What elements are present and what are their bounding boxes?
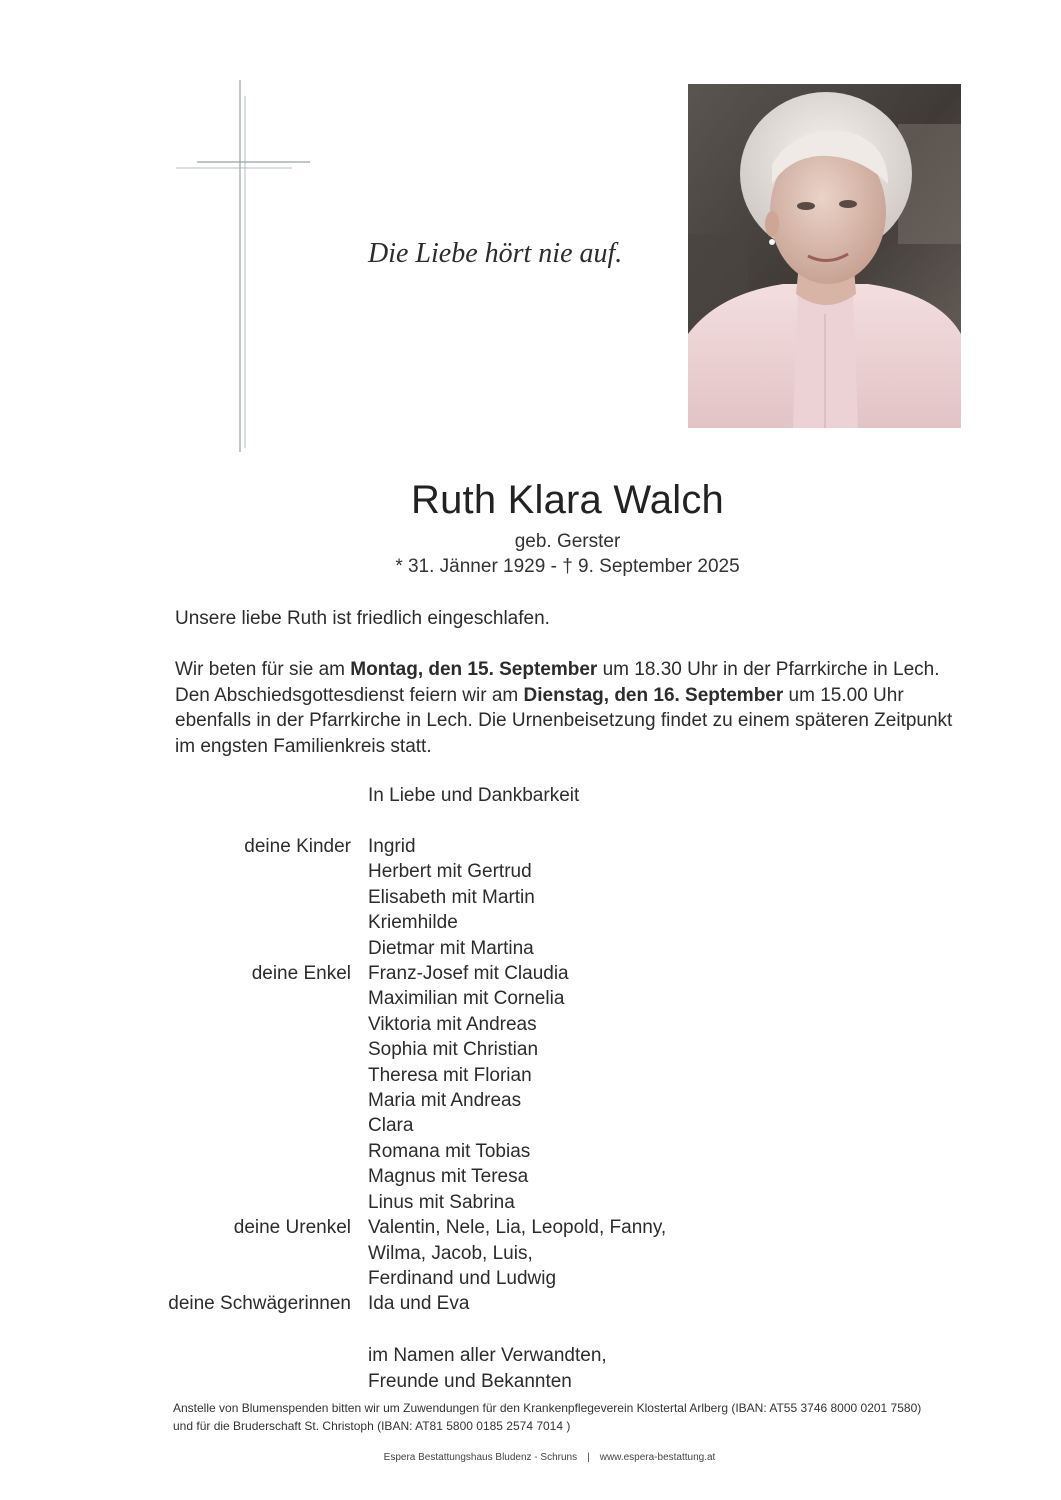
mourner-group-grandchildren <box>0 961 1061 1215</box>
motto: Die Liebe hört nie auf. <box>368 238 623 269</box>
signoff-line: im Namen aller Verwandten, <box>368 1345 607 1366</box>
mourner-group-sisters-in-law <box>0 1291 1061 1316</box>
mourner-name: Ferdinand und Ludwig <box>368 1267 557 1289</box>
donation-line: Anstelle von Blumenspenden bitten wir um Zuwendungen für den Krankenpflegeverein Klostertal Arlberg (IBAN: AT55 3746 8000 0201 7580) <box>173 1401 922 1415</box>
mourner-group-great-grandchildren <box>0 1215 1061 1291</box>
maiden-name: geb. Gerster <box>514 531 621 552</box>
service-text <box>175 657 975 759</box>
mourner-names <box>368 1215 666 1291</box>
mourner-group-label: deine Enkel <box>251 963 351 985</box>
mourner-name: Magnus mit Teresa <box>368 1166 529 1188</box>
cross-icon <box>170 78 320 454</box>
mourner-names <box>368 961 569 1215</box>
intro-text: Unsere liebe Ruth ist friedlich eingeschlafen. <box>175 608 550 629</box>
footer-separator: | <box>587 1452 590 1463</box>
mourner-name: Herbert mit Gertrud <box>368 861 532 883</box>
signoff <box>368 1343 607 1394</box>
mourner-group-children <box>0 834 1061 961</box>
closing-phrase: In Liebe und Dankbarkeit <box>368 785 580 806</box>
mourner-names <box>368 1291 469 1316</box>
mourner-names <box>368 834 535 961</box>
donation-note <box>173 1400 973 1435</box>
footer-company: Espera Bestattungshaus Bludenz - Schruns <box>383 1452 578 1463</box>
mourner-name: Sophia mit Christian <box>368 1039 539 1061</box>
footer <box>0 1452 1061 1463</box>
mourner-name: Romana mit Tobias <box>368 1140 531 1162</box>
mourner-name: Ida und Eva <box>368 1293 470 1315</box>
mourner-name: Valentin, Nele, Lia, Leopold, Fanny, <box>368 1217 667 1239</box>
mourner-name: Franz-Josef mit Claudia <box>368 963 569 985</box>
mourner-name: Ingrid <box>368 836 416 857</box>
prayer-date: Montag, den 15. September <box>350 659 598 680</box>
service-text-part: Wir beten für sie am <box>175 659 351 680</box>
mass-date: Dienstag, den 16. September <box>523 684 784 706</box>
deceased-name: Ruth Klara Walch <box>411 478 724 522</box>
mourners-list <box>0 834 1061 1317</box>
mourner-name: Dietmar mit Martina <box>368 937 534 959</box>
mourner-name: Maximilian mit Cornelia <box>368 988 565 1010</box>
mourner-name: Maria mit Andreas <box>368 1090 522 1112</box>
mourner-group-label: deine Schwägerinnen <box>168 1293 351 1315</box>
mourner-name: Wilma, Jacob, Luis, <box>368 1242 533 1264</box>
signoff-line: Freunde und Bekannten <box>368 1370 572 1392</box>
life-dates: * 31. Jänner 1929 - † 9. September 2025 <box>395 556 740 577</box>
mourner-name: Linus mit Sabrina <box>368 1191 515 1213</box>
mourner-name: Clara <box>368 1115 414 1137</box>
donation-line: und für die Bruderschaft St. Christoph (IBAN: AT81 5800 0185 2574 7014 ) <box>173 1418 571 1433</box>
mourner-name: Elisabeth mit Martin <box>368 886 535 908</box>
portrait-photo <box>688 84 961 428</box>
mourner-name: Theresa mit Florian <box>368 1064 532 1086</box>
service-text-part: um 15.00 Uhr ebenfalls in der Pfarrkirche in Lech. Die Urnenbeisetzung findet zu einem späteren Zeitpunkt im engsten Familienkreis statt. <box>175 684 953 757</box>
service-text-part: um 18.30 Uhr in der Pfarrkirche in Lech. Den Abschiedsgottesdienst feiern wir am <box>175 659 940 706</box>
mourner-group-label: deine Urenkel <box>233 1217 351 1239</box>
mourner-name: Viktoria mit Andreas <box>368 1013 537 1035</box>
mourner-group-label: deine Kinder <box>244 836 351 857</box>
mourner-name: Kriemhilde <box>368 912 458 934</box>
portrait-image <box>688 84 961 428</box>
footer-website-link[interactable]: www.espera-bestattung.at <box>599 1452 716 1463</box>
